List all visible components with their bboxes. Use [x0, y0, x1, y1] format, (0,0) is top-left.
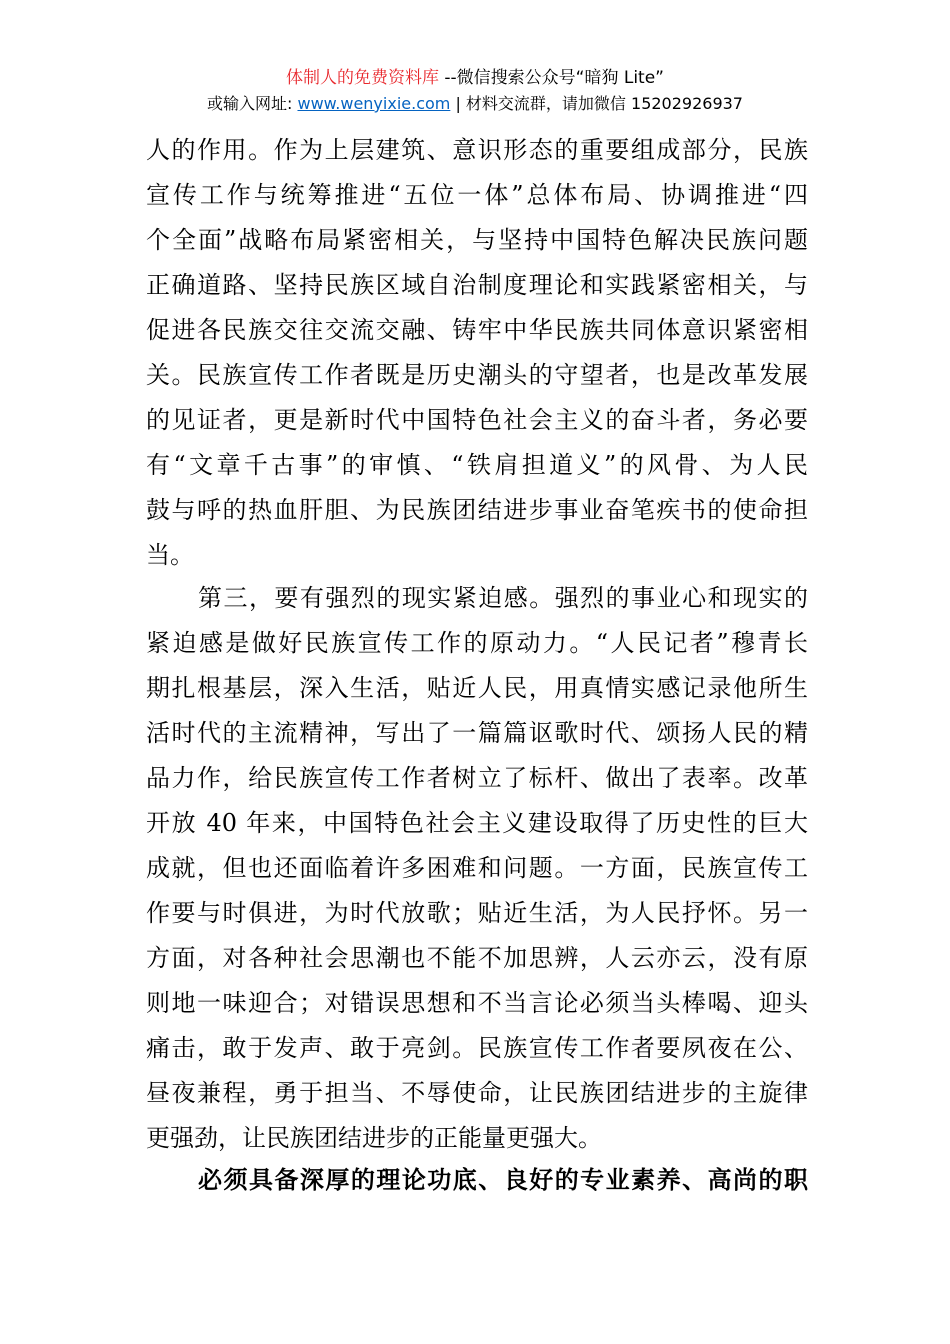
website-link[interactable]: www.wenyixie.com: [297, 94, 451, 113]
text-line: 期扎根基层，深入生活，贴近人民，用真情实感记录他所生: [146, 674, 808, 702]
tagline-text: --微信搜索公众号“暗狗 Lite”: [438, 68, 664, 88]
text-line: 第三，要有强烈的现实紧迫感。强烈的事业心和现实的: [198, 584, 808, 612]
text-line: 痛击，敢于发声、敢于亮剑。民族宣传工作者要夙夜在公、: [146, 1034, 808, 1062]
brand-text: 体制人的免费资料库: [285, 68, 439, 88]
text-line: 则地一味迎合；对错误思想和不当言论必须当头棒喝、迎头: [146, 989, 808, 1017]
url-prefix-text: 或输入网址:: [207, 94, 298, 113]
text-line: 紧迫感是做好民族宣传工作的原动力。“人民记者”穆青长: [146, 629, 808, 657]
paragraph-bold-heading: [146, 1158, 808, 1203]
watermark-header-line-1: [0, 66, 950, 90]
text-line: 有“文章千古事”的审慎、“铁肩担道义”的风骨、为人民: [146, 451, 808, 479]
text-line: 关。民族宣传工作者既是历史潮头的守望者，也是改革发展: [146, 361, 808, 389]
text-line: 促进各民族交往交流交融、铸牢中华民族共同体意识紧密相: [146, 316, 808, 344]
text-line: 个全面”战略布局紧密相关，与坚持中国特色解决民族问题: [146, 226, 808, 254]
text-line: 宣传工作与统筹推进“五位一体”总体布局、协调推进“四: [146, 181, 808, 209]
text-line: 更强劲，让民族团结进步的正能量更强大。: [146, 1124, 602, 1152]
text-line: 人的作用。作为上层建筑、意识形态的重要组成部分，民族: [146, 136, 808, 164]
watermark-header-line-2: [0, 92, 950, 116]
text-line: 品力作，给民族宣传工作者树立了标杆、做出了表率。改革: [146, 764, 808, 792]
text-line: 方面，对各种社会思潮也不能不加思辨，人云亦云，没有原: [146, 944, 808, 972]
text-line: 的见证者，更是新时代中国特色社会主义的奋斗者，务必要: [146, 406, 808, 434]
text-line: 作要与时俱进，为时代放歌；贴近生活，为人民抒怀。另一: [146, 899, 808, 927]
text-line: 成就，但也还面临着许多困难和问题。一方面，民族宣传工: [146, 854, 808, 882]
paragraph-continuation: [146, 128, 808, 578]
text-line: 当。: [146, 541, 194, 569]
text-line: 活时代的主流精神，写出了一篇篇讴歌时代、颂扬人民的精: [146, 719, 808, 747]
text-line: 正确道路、坚持民族区域自治制度理论和实践紧密相关，与: [146, 271, 808, 299]
text-line: 开放 40 年来，中国特色社会主义建设取得了历史性的巨大: [146, 809, 808, 837]
contact-text: | 材料交流群，请加微信 15202926937: [450, 94, 743, 113]
text-line: 昼夜兼程，勇于担当、不辱使命，让民族团结进步的主旋律: [146, 1079, 808, 1107]
bold-text-line: 必须具备深厚的理论功底、良好的专业素养、高尚的职: [198, 1166, 808, 1194]
paragraph-urgency: [146, 576, 808, 1161]
text-line: 鼓与呼的热血肝胆、为民族团结进步事业奋笔疾书的使命担: [146, 496, 808, 524]
